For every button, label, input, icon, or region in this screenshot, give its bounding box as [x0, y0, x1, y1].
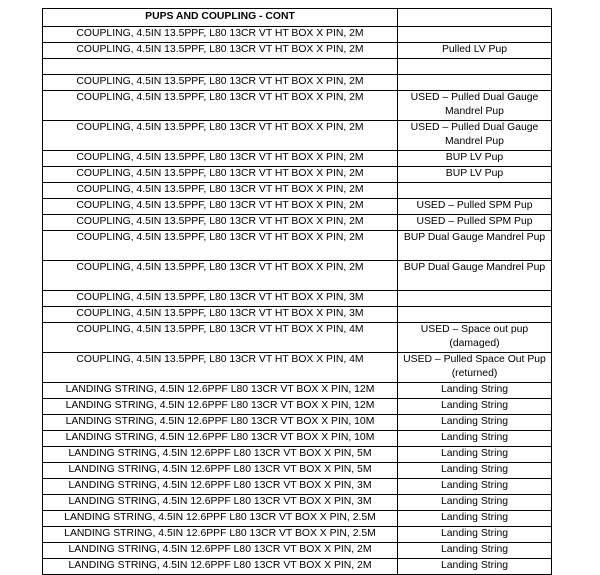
item-description-cell: LANDING STRING, 4.5IN 12.6PPF L80 13CR VT BOX X PIN, 10M: [43, 415, 398, 431]
table-row: [43, 231, 552, 261]
item-description-cell: COUPLING, 4.5IN 13.5PPF, L80 13CR VT HT BOX X PIN, 2M: [43, 91, 398, 121]
table-row: [43, 215, 552, 231]
table-row: [43, 91, 552, 121]
item-note-cell: [398, 307, 552, 323]
item-description-cell: COUPLING, 4.5IN 13.5PPF, L80 13CR VT HT BOX X PIN, 2M: [43, 121, 398, 151]
item-note-cell: Landing String: [398, 399, 552, 415]
item-description-cell: LANDING STRING, 4.5IN 12.6PPF L80 13CR VT BOX X PIN, 5M: [43, 463, 398, 479]
item-note-cell: Landing String: [398, 495, 552, 511]
item-note-cell: [398, 291, 552, 307]
table-row: [43, 183, 552, 199]
item-description-cell: LANDING STRING, 4.5IN 12.6PPF L80 13CR VT BOX X PIN, 12M: [43, 399, 398, 415]
item-description-cell: COUPLING, 4.5IN 13.5PPF, L80 13CR VT HT BOX X PIN, 2M: [43, 199, 398, 215]
table-row: [43, 27, 552, 43]
item-description-cell: COUPLING, 4.5IN 13.5PPF, L80 13CR VT HT BOX X PIN, 2M: [43, 75, 398, 91]
item-note-cell: USED – Pulled Dual Gauge Mandrel Pup: [398, 121, 552, 151]
item-description-cell: COUPLING, 4.5IN 13.5PPF, L80 13CR VT HT BOX X PIN, 2M: [43, 151, 398, 167]
table-row: [43, 479, 552, 495]
table-row: [43, 291, 552, 307]
table-row: [43, 543, 552, 559]
item-description-cell: LANDING STRING, 4.5IN 12.6PPF L80 13CR VT BOX X PIN, 2M: [43, 543, 398, 559]
item-description-cell: LANDING STRING, 4.5IN 12.6PPF L80 13CR VT BOX X PIN, 2.5M: [43, 527, 398, 543]
item-note-cell: Landing String: [398, 431, 552, 447]
item-description-cell: COUPLING, 4.5IN 13.5PPF, L80 13CR VT HT BOX X PIN, 2M: [43, 215, 398, 231]
item-description-cell: LANDING STRING, 4.5IN 12.6PPF L80 13CR VT BOX X PIN, 3M: [43, 479, 398, 495]
table-row: [43, 59, 552, 75]
item-note-cell: Landing String: [398, 511, 552, 527]
table-row: [43, 151, 552, 167]
table-row: [43, 495, 552, 511]
item-note-cell: Landing String: [398, 415, 552, 431]
item-note-cell: [398, 59, 552, 75]
item-description-cell: COUPLING, 4.5IN 13.5PPF, L80 13CR VT HT BOX X PIN, 4M: [43, 353, 398, 383]
item-description-cell: LANDING STRING, 4.5IN 12.6PPF L80 13CR VT BOX X PIN, 3M: [43, 495, 398, 511]
table-row: [43, 447, 552, 463]
table-header-row: [43, 9, 552, 27]
section-title: PUPS AND COUPLING - CONT: [43, 9, 398, 27]
table-row: [43, 353, 552, 383]
table-row: [43, 559, 552, 575]
item-description-cell: COUPLING, 4.5IN 13.5PPF, L80 13CR VT HT BOX X PIN, 2M: [43, 261, 398, 291]
item-description-cell: COUPLING, 4.5IN 13.5PPF, L80 13CR VT HT BOX X PIN, 2M: [43, 43, 398, 59]
item-description-cell: COUPLING, 4.5IN 13.5PPF, L80 13CR VT HT BOX X PIN, 3M: [43, 307, 398, 323]
item-note-cell: BUP LV Pup: [398, 151, 552, 167]
item-description-cell: LANDING STRING, 4.5IN 12.6PPF L80 13CR VT BOX X PIN, 2M: [43, 559, 398, 575]
item-note-cell: USED – Pulled SPM Pup: [398, 199, 552, 215]
header-note-cell: [398, 9, 552, 27]
item-note-cell: Landing String: [398, 559, 552, 575]
item-description-cell: COUPLING, 4.5IN 13.5PPF, L80 13CR VT HT BOX X PIN, 3M: [43, 291, 398, 307]
item-description-cell: [43, 59, 398, 75]
table-row: [43, 199, 552, 215]
item-note-cell: USED – Pulled Dual Gauge Mandrel Pup: [398, 91, 552, 121]
table-row: [43, 43, 552, 59]
item-note-cell: Pulled LV Pup: [398, 43, 552, 59]
table-row: [43, 307, 552, 323]
item-description-cell: COUPLING, 4.5IN 13.5PPF, L80 13CR VT HT BOX X PIN, 2M: [43, 183, 398, 199]
table-body: [43, 9, 552, 575]
item-note-cell: USED – Pulled Space Out Pup (returned): [398, 353, 552, 383]
table-row: [43, 121, 552, 151]
item-note-cell: [398, 27, 552, 43]
pups-coupling-table: [42, 8, 552, 575]
item-note-cell: Landing String: [398, 543, 552, 559]
item-note-cell: USED – Space out pup (damaged): [398, 323, 552, 353]
item-note-cell: [398, 183, 552, 199]
table-row: [43, 323, 552, 353]
item-description-cell: LANDING STRING, 4.5IN 12.6PPF L80 13CR VT BOX X PIN, 12M: [43, 383, 398, 399]
table-row: [43, 261, 552, 291]
table-row: [43, 511, 552, 527]
item-note-cell: Landing String: [398, 447, 552, 463]
item-note-cell: Landing String: [398, 479, 552, 495]
table-row: [43, 415, 552, 431]
item-description-cell: COUPLING, 4.5IN 13.5PPF, L80 13CR VT HT BOX X PIN, 2M: [43, 27, 398, 43]
item-description-cell: LANDING STRING, 4.5IN 12.6PPF L80 13CR VT BOX X PIN, 10M: [43, 431, 398, 447]
item-note-cell: USED – Pulled SPM Pup: [398, 215, 552, 231]
table-row: [43, 383, 552, 399]
item-description-cell: COUPLING, 4.5IN 13.5PPF, L80 13CR VT HT BOX X PIN, 2M: [43, 231, 398, 261]
item-note-cell: BUP Dual Gauge Mandrel Pup: [398, 261, 552, 291]
table-row: [43, 399, 552, 415]
table-row: [43, 527, 552, 543]
table-row: [43, 75, 552, 91]
table-row: [43, 167, 552, 183]
item-description-cell: LANDING STRING, 4.5IN 12.6PPF L80 13CR VT BOX X PIN, 5M: [43, 447, 398, 463]
table-row: [43, 463, 552, 479]
item-description-cell: COUPLING, 4.5IN 13.5PPF, L80 13CR VT HT BOX X PIN, 2M: [43, 167, 398, 183]
item-note-cell: Landing String: [398, 527, 552, 543]
item-note-cell: Landing String: [398, 383, 552, 399]
item-note-cell: BUP Dual Gauge Mandrel Pup: [398, 231, 552, 261]
item-note-cell: [398, 75, 552, 91]
item-description-cell: COUPLING, 4.5IN 13.5PPF, L80 13CR VT HT BOX X PIN, 4M: [43, 323, 398, 353]
item-note-cell: BUP LV Pup: [398, 167, 552, 183]
item-note-cell: Landing String: [398, 463, 552, 479]
table-row: [43, 431, 552, 447]
item-description-cell: LANDING STRING, 4.5IN 12.6PPF L80 13CR VT BOX X PIN, 2.5M: [43, 511, 398, 527]
